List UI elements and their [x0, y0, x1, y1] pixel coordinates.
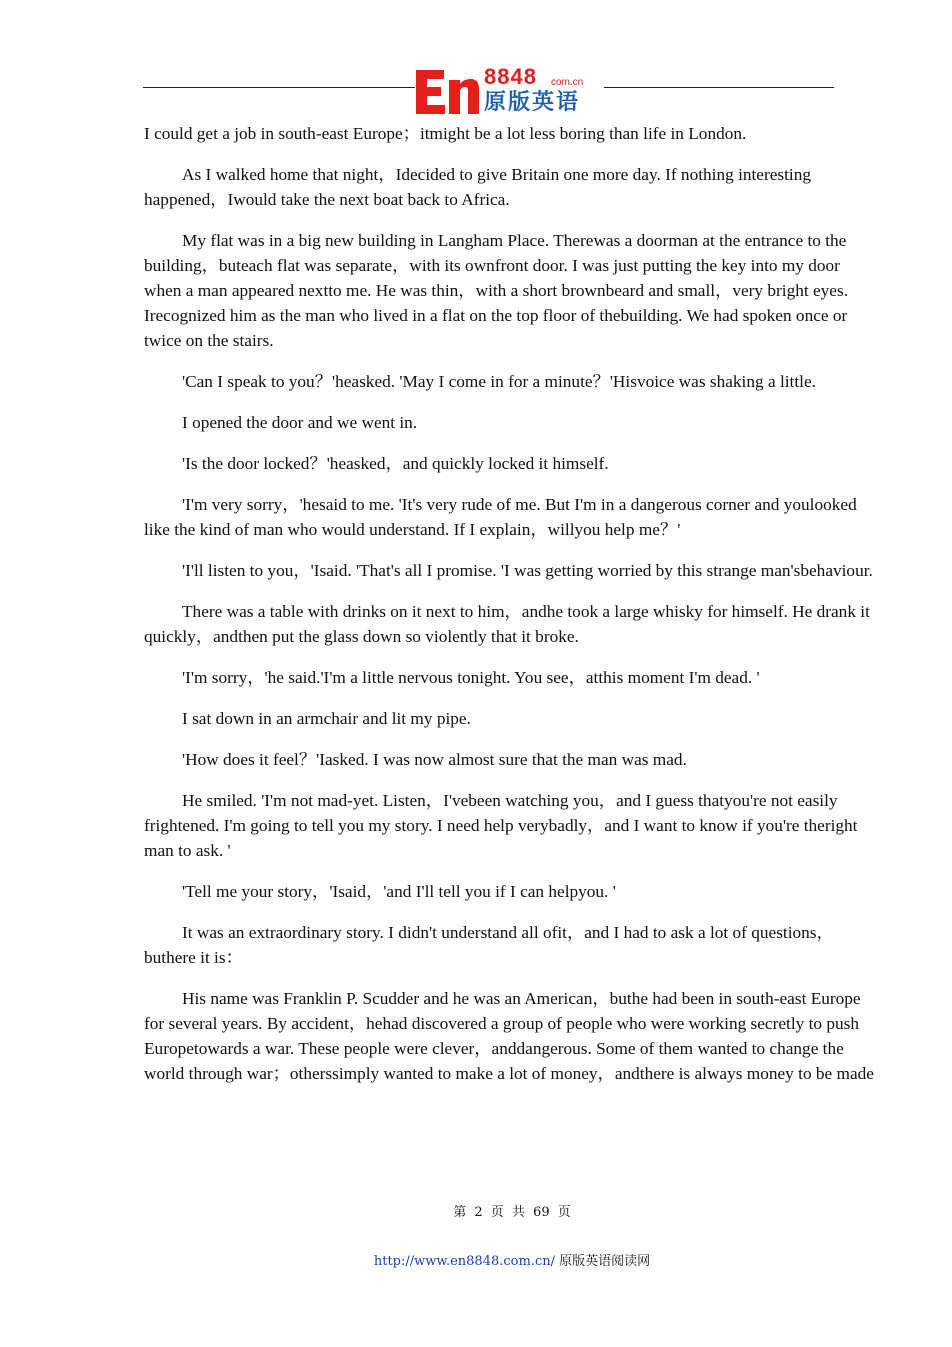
- paragraph: There was a table with drinks on it next to him，andhe took a large whisky for himself. He drank it quickly，andthen put the glass down so violently that it broke.: [144, 602, 870, 646]
- header-rule-right: [604, 87, 834, 88]
- logo-number: 8848: [484, 64, 537, 89]
- logo-chinese-text: 原版英语: [484, 90, 581, 115]
- site-logo: [414, 66, 606, 118]
- paragraph: I could get a job in south-east Europe；itmight be a lot less boring than life in London.: [144, 124, 747, 143]
- footer-url-link[interactable]: http://www.en8848.com.cn/: [373, 1254, 555, 1269]
- paragraph: As I walked home that night，Idecided to give Britain one more day. If nothing interesting happened，Iwould take the next boat back to Africa.: [144, 165, 812, 209]
- footer: [0, 1250, 952, 1269]
- paragraph: 'How does it feel？'Iasked. I was now almost sure that the man was mad.: [182, 750, 687, 769]
- paragraph: My flat was in a big new building in Langham Place. Therewas a doorman at the entrance to the building，buteach flat was separate，with its ownfront door. I was just putting the key into my door when a man appeared nextto me. He was thin，with a short brownbeard and small，very bright eyes. Irecognized him as the man who lived in a flat on the top floor of thebuilding. We had spoken once or twice on the stairs.: [144, 231, 849, 350]
- paragraph: He smiled. 'I'm not mad-yet. Listen，I'vebeen watching you，and I guess thatyou're not easily frightened. I'm going to tell you my story. I need help verybadly，and I want to know if you're theright man to ask. ': [144, 791, 858, 860]
- page-number: 第 2 页 共 69 页: [453, 1205, 571, 1220]
- paragraph: His name was Franklin P. Scudder and he was an American，buthe had been in south-east Europe for several years. By accident，hehad discovered a group of people who were working secretly to push Europetowards a war. These people were clever，anddangerous. Some of them wanted to change the world through war；otherssimply wanted to make a lot of money，andthere is always money to be made: [144, 989, 874, 1083]
- paragraph: 'I'm sorry，'he said.'I'm a little nervous tonight. You see，atthis moment I'm dead. ': [182, 668, 760, 687]
- paragraph: 'I'm very sorry，'hesaid to me. 'It's very rude of me. But I'm in a dangerous corner and youlooked like the kind of man who would understand. If I explain，willyou help me？': [144, 495, 857, 539]
- paragraph: I opened the door and we went in.: [182, 413, 418, 432]
- en-logo-mark: [414, 66, 480, 118]
- paragraph: 'Can I speak to you？'heasked. 'May I come in for a minute？'Hisvoice was shaking a little.: [182, 372, 816, 391]
- paragraph: I sat down in an armchair and lit my pipe.: [182, 709, 471, 728]
- page-body: [144, 121, 874, 1102]
- footer-site-name: 原版英语阅读网: [559, 1254, 651, 1269]
- paragraph: 'Tell me your story，'Isaid，'and I'll tell you if I can helpyou. ': [182, 882, 616, 901]
- paragraph: It was an extraordinary story. I didn't understand all ofit，and I had to ask a lot of questions，buthere it is：: [144, 923, 834, 967]
- paragraph: 'I'll listen to you，'Isaid. 'That's all I promise. 'I was getting worried by this strange man'sbehaviour.: [182, 561, 873, 580]
- logo-domain: com.cn: [551, 77, 584, 88]
- paragraph: 'Is the door locked？'heasked，and quickly locked it himself.: [182, 454, 609, 473]
- header-rule-left: [143, 87, 415, 88]
